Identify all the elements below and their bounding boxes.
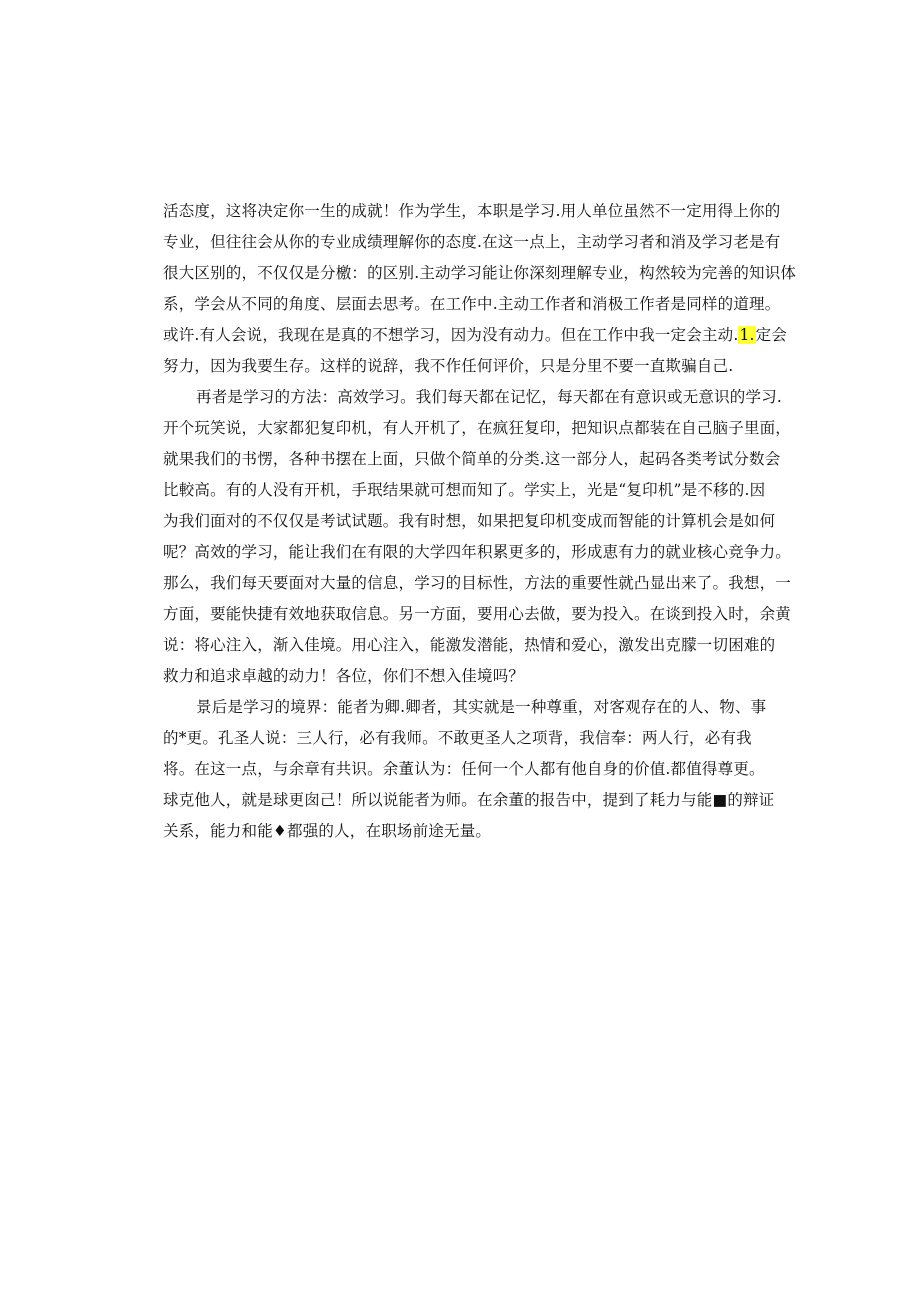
text-segment: 或许.有人会说，我现在是真的不想学习，因为没有动力。但在工作中我一定会主动.: [163, 326, 739, 344]
body-text: [163, 196, 797, 847]
text-line: [163, 258, 797, 289]
paragraph: [163, 692, 775, 847]
text-line: [163, 754, 769, 785]
text-line: [163, 692, 769, 723]
text-line: [163, 723, 769, 754]
paragraph: [163, 196, 797, 382]
text-segment: 努力，因为我要生存。这样的说辞，我不作任何评价，只是分里不要一直欺骗自己.: [163, 357, 734, 375]
text-segment: 定会: [755, 326, 788, 344]
text-line: [163, 227, 781, 258]
text-segment: 那么，我们每天要面对大量的信息，学习的目标性，方法的重要性就凸显出来了。我想，一: [163, 574, 792, 592]
text-line: [163, 785, 775, 816]
text-line: [163, 320, 788, 351]
text-segment: 专业，但往往会从你的专业成绩理解你的态度.在这一点上，主动学习者和消及学习老是有: [163, 233, 781, 251]
paragraph: [163, 382, 792, 692]
text-segment: 活态度，这将决定你一生的成就！作为学生，本职是学习.用人单位虽然不一定用得上你的: [163, 202, 781, 220]
text-segment: 的*更。孔圣人说：三人行，必有我师。不敢更圣人之项背，我信奉：两人行，必有我: [163, 729, 752, 747]
text-segment: 将。在这一点，与余章有共识。余董认为：任何一个人都有他自身的价值.都值得尊更。: [163, 760, 765, 778]
text-line: [163, 506, 776, 537]
text-segment: 救力和追求卓越的动力！各位，你们不想入佳境吗？: [163, 667, 525, 685]
text-segment: 系，学会从不同的角度、层面去思考。在工作中.主动工作者和消极工作者是同样的道理。: [163, 295, 781, 313]
text-line: [163, 816, 769, 847]
text-segment: 说：将心注入，渐入佳境。用心注入，能激发潜能，热情和爱心，激发出克朦一切困难的: [163, 636, 776, 654]
text-line: [163, 413, 792, 444]
text-segment: 开个玩笑说，大家都犯复印机，有人开机了，在疯狂复印，把知识点都装在自己脑子里面，: [163, 419, 792, 437]
text-segment: 再者是学习的方法：高效学习。我们每天都在记忆，每天都在有意识或无意识的学习.: [196, 388, 783, 406]
text-line: [163, 568, 792, 599]
text-segment: 就果我们的书愣，各种书摆在上面，只做个简单的分类.这一部分人，起码各类考试分数会: [163, 450, 781, 468]
text-segment: 方面，要能快捷有效地获取信息。另一方面，要用心去做，要为投入。在谈到投入时，余黄: [163, 605, 792, 623]
text-segment: 比較高。有的人没有开机，手珉结果就可想而知了。学实上，光是“复印机”是不移的.因: [163, 481, 766, 499]
text-segment: 呢？高效的学习，能让我们在有限的大学四年积累更多的，形成恵有力的就业核心竞争力。: [163, 543, 792, 561]
text-segment: 球克他人，就是球更囱己！所以说能者为师。在余董的报告中，提到了耗力与能■的辩证: [163, 791, 775, 809]
highlighted-text: 1.: [739, 326, 755, 344]
text-line: [163, 661, 769, 692]
text-line: [163, 599, 792, 630]
text-line: [163, 475, 769, 506]
text-line: [163, 196, 781, 227]
text-segment: 景后是学习的境界：能者为卿.卿者，其实就是一种尊重，对客观存在的人、物、事: [196, 698, 767, 716]
text-line: [163, 289, 781, 320]
text-line: [163, 537, 792, 568]
text-segment: 关系，能力和能♦都强的人，在职场前途无量。: [163, 822, 492, 840]
text-segment: 为我们面对的不仅仅是考试试题。我有时想，如果把复印机变成而智能的计算机会是如何: [163, 512, 776, 530]
text-line: [163, 351, 769, 382]
text-line: [163, 382, 783, 413]
text-segment: 很大区别的，不仅仅是分檄：的区别.主动学习能让你深刻理解专业，构然较为完善的知识体: [163, 264, 797, 282]
text-line: [163, 630, 776, 661]
text-line: [163, 444, 781, 475]
